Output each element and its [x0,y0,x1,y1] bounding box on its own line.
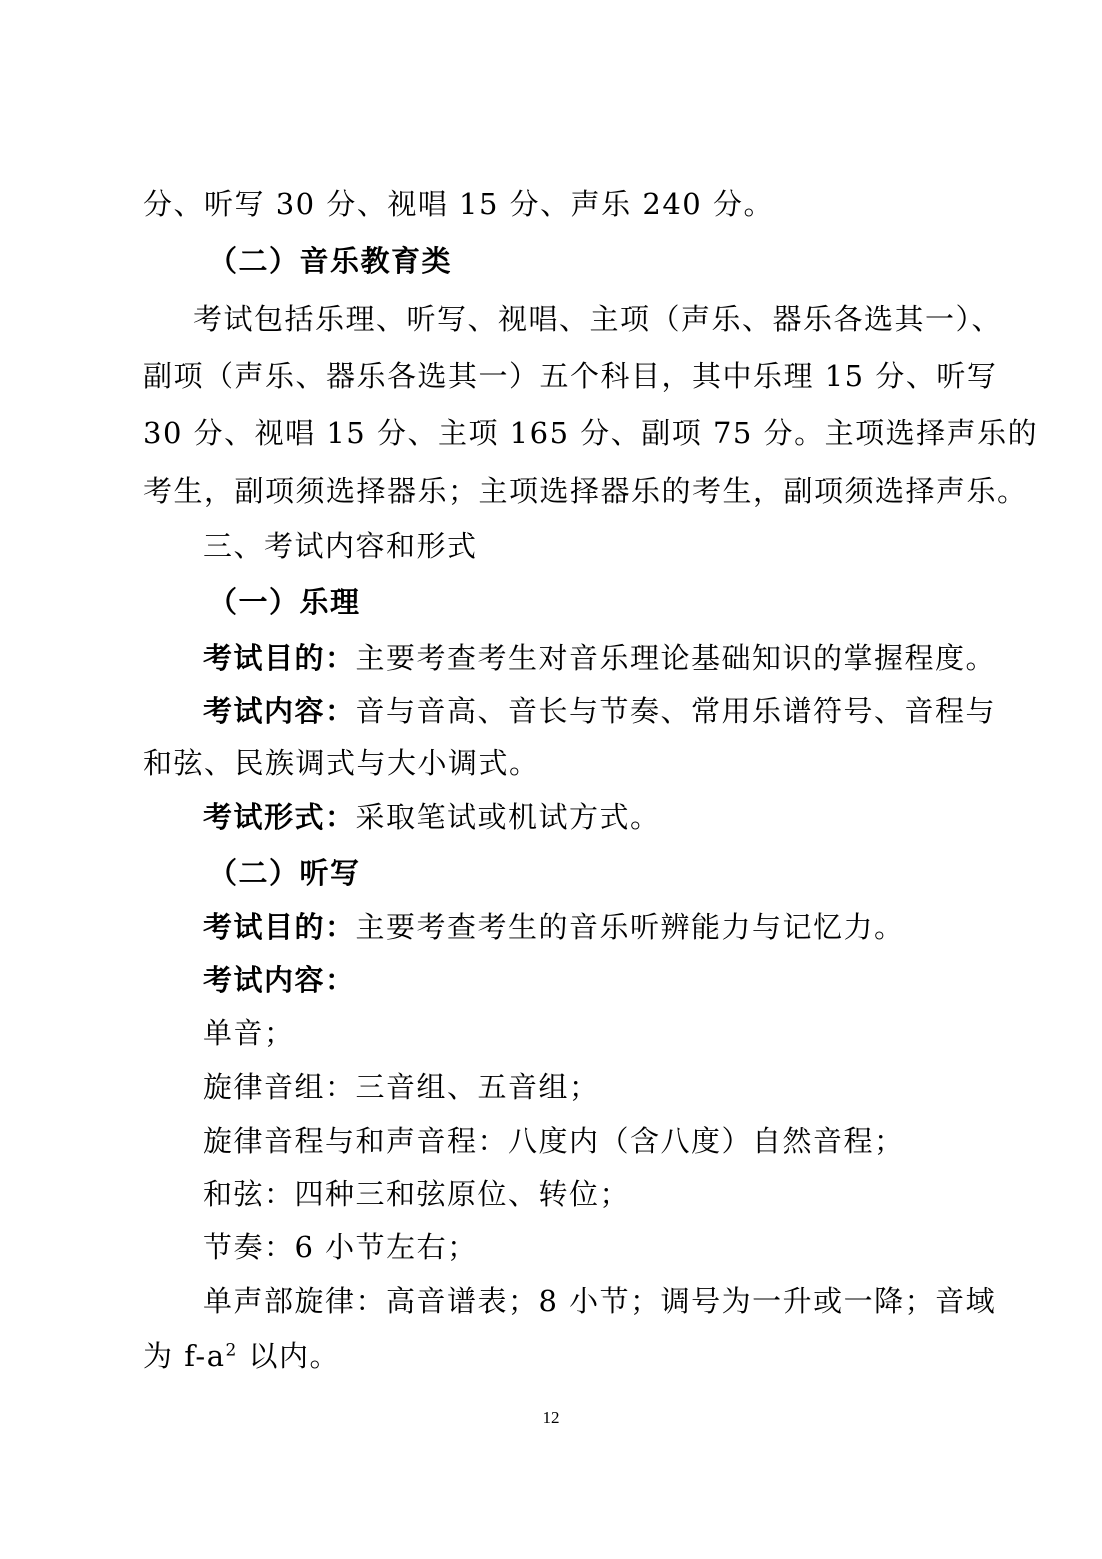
paragraph-line [203,693,997,729]
subheading-music-theory: （一）乐理 [208,585,361,619]
content-text: 音与音高、音长与节奏、常用乐谱符号、音程与 [355,694,997,728]
paragraph-line: 副项（声乐、器乐各选其一）五个科目，其中乐理 15 分、听写 [143,359,998,393]
paragraph-line [203,962,963,998]
label-content: 考试内容： [203,694,356,728]
label-content: 考试内容： [203,963,356,997]
section-heading: 三、考试内容和形式 [203,529,478,563]
purpose-text: 主要考查考生对音乐理论基础知识的掌握程度。 [355,641,997,675]
paragraph-line: 30 分、视唱 15 分、主项 165 分、副项 75 分。主项选择声乐的 [143,416,1039,450]
list-item: 节奏：6 小节左右； [203,1230,478,1264]
subheading-music-education: （二）音乐教育类 [208,244,453,278]
list-item-continuation [143,1338,963,1374]
paragraph-line: 考试包括乐理、听写、视唱、主项（声乐、器乐各选其一）、 [193,302,1003,336]
list-item: 单音； [203,1016,295,1050]
form-text: 采取笔试或机试方式。 [355,800,661,834]
list-item: 和弦：四种三和弦原位、转位； [203,1177,631,1211]
paragraph-line [203,640,997,676]
paragraph-line: 考生，副项须选择器乐；主项选择器乐的考生，副项须选择声乐。 [143,474,1028,508]
paragraph-line [203,909,963,945]
paragraph-line: 分、听写 30 分、视唱 15 分、声乐 240 分。 [143,187,774,221]
range-prefix: 为 f-a [143,1339,226,1373]
list-item: 单声部旋律：高音谱表；8 小节；调号为一升或一降；音域 [203,1284,997,1318]
paragraph-line: 和弦、民族调式与大小调式。 [143,746,540,780]
subheading-dictation: （二）听写 [208,856,361,890]
range-suffix: 以内。 [237,1339,341,1373]
page-number: 12 [542,1408,560,1427]
paragraph-line [203,799,963,835]
label-purpose: 考试目的： [203,910,356,944]
list-item: 旋律音组：三音组、五音组； [203,1070,600,1104]
list-item: 旋律音程与和声音程：八度内（含八度）自然音程； [203,1124,905,1158]
purpose-text: 主要考查考生的音乐听辨能力与记忆力。 [355,910,905,944]
label-purpose: 考试目的： [203,641,356,675]
range-superscript: 2 [225,1340,238,1361]
label-form: 考试形式： [203,800,356,834]
